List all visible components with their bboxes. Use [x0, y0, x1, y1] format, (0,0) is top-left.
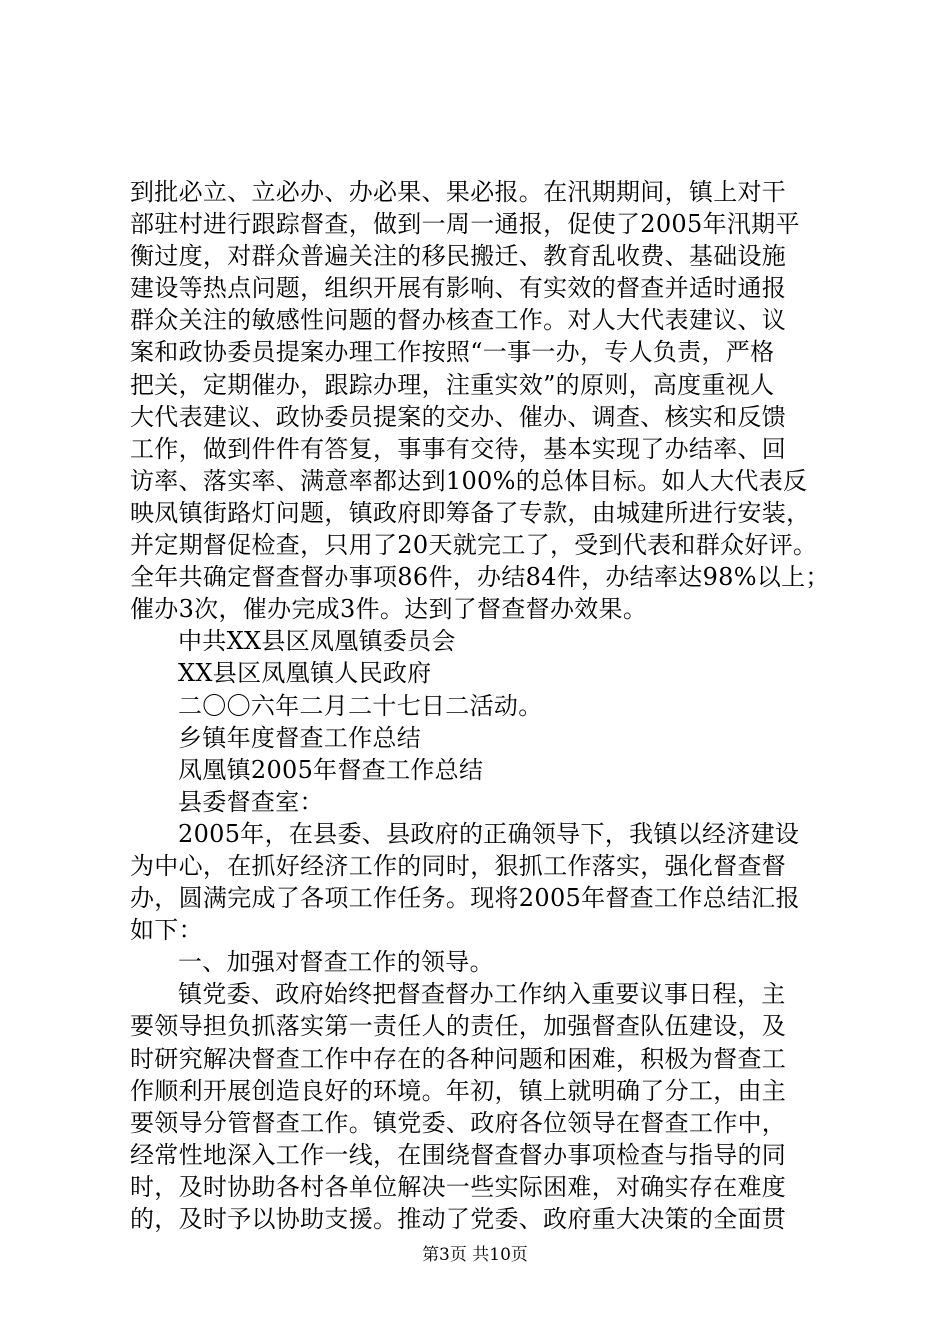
text-line: 全年共确定督查督办事项86件，办结84件，办结率达98%以上；: [130, 563, 830, 592]
text-line: 作顺利开展创造良好的环境。年初，镇上就明确了分工，由主: [130, 1076, 787, 1105]
text-line: 部驻村进行跟踪督查，做到一周一通报，促使了2005年汛期平: [130, 210, 800, 239]
text-line: XX县区凤凰镇人民政府: [178, 659, 432, 688]
text-line: 群众关注的敏感性问题的督办核查工作。对人大代表建议、议: [130, 306, 787, 335]
text-line: 乡镇年度督查工作总结: [178, 723, 421, 752]
text-line: 一、加强对督查工作的领导。: [178, 948, 494, 977]
text-line: 要领导分管督查工作。镇党委、政府各位领导在督查工作中，: [130, 1108, 787, 1137]
text-line: 到批必立、立必办、办必果、果必报。在汛期期间，镇上对干: [130, 178, 787, 206]
text-line: 为中心，在抓好经济工作的同时，狠抓工作落实，强化督查督: [130, 851, 787, 880]
text-line: 办，圆满完成了各项工作任务。现将2005年督查工作总结汇报: [130, 884, 800, 913]
text-line: 建设等热点问题，组织开展有影响、有实效的督查并适时通报: [130, 274, 787, 303]
text-line: 时，及时协助各村各单位解决一些实际困难，对确实存在难度: [130, 1172, 787, 1201]
document-body: [130, 176, 830, 1235]
text-line: 二〇〇六年二月二十七日二活动。: [178, 691, 543, 720]
text-line: 要领导担负抓落实第一责任人的责任，加强督查队伍建设，及: [130, 1012, 787, 1041]
text-line: 凤凰镇2005年督查工作总结: [178, 755, 484, 784]
text-line: 县委督查室：: [178, 787, 324, 816]
text-line: 访率、落实率、满意率都达到100%的总体目标。如人大代表反: [130, 466, 808, 495]
text-line: 中共XX县区凤凰镇委员会: [178, 627, 456, 656]
text-line: 的，及时予以协助支援。推动了党委、政府重大决策的全面贯: [130, 1205, 787, 1233]
text-line: 催办3次，催办完成3件。达到了督查督办效果。: [130, 595, 648, 624]
text-line: 并定期督促检查，只用了20天就完工了，受到代表和群众好评。: [130, 531, 818, 560]
text-line: 衡过度，对群众普遍关注的移民搬迁、教育乱收费、基础设施: [130, 242, 787, 271]
text-line: 案和政协委员提案办理工作按照“一事一办，专人负责，严格: [130, 338, 775, 367]
text-line: 如下：: [130, 916, 203, 945]
text-line: 大代表建议、政协委员提案的交办、催办、调查、核实和反馈: [130, 402, 787, 431]
text-line: 2005年，在县委、县政府的正确领导下，我镇以经济建设: [178, 819, 800, 848]
text-line: 镇党委、政府始终把督查督办工作纳入重要议事日程，主: [178, 980, 786, 1009]
text-line: 时研究解决督查工作中存在的各种问题和困难，积极为督查工: [130, 1044, 787, 1073]
text-line: 经常性地深入工作一线，在围绕督查督办事项检查与指导的同: [130, 1140, 787, 1169]
text-line: 映凤镇街路灯问题，镇政府即筹备了专款，由城建所进行安装，: [130, 498, 811, 527]
page-footer: 第3页 共10页: [422, 1245, 528, 1265]
text-line: 工作，做到件件有答复，事事有交待，基本实现了办结率、回: [130, 434, 787, 463]
text-line: 把关，定期催办，跟踪办理，注重实效”的原则，高度重视人: [130, 370, 775, 399]
